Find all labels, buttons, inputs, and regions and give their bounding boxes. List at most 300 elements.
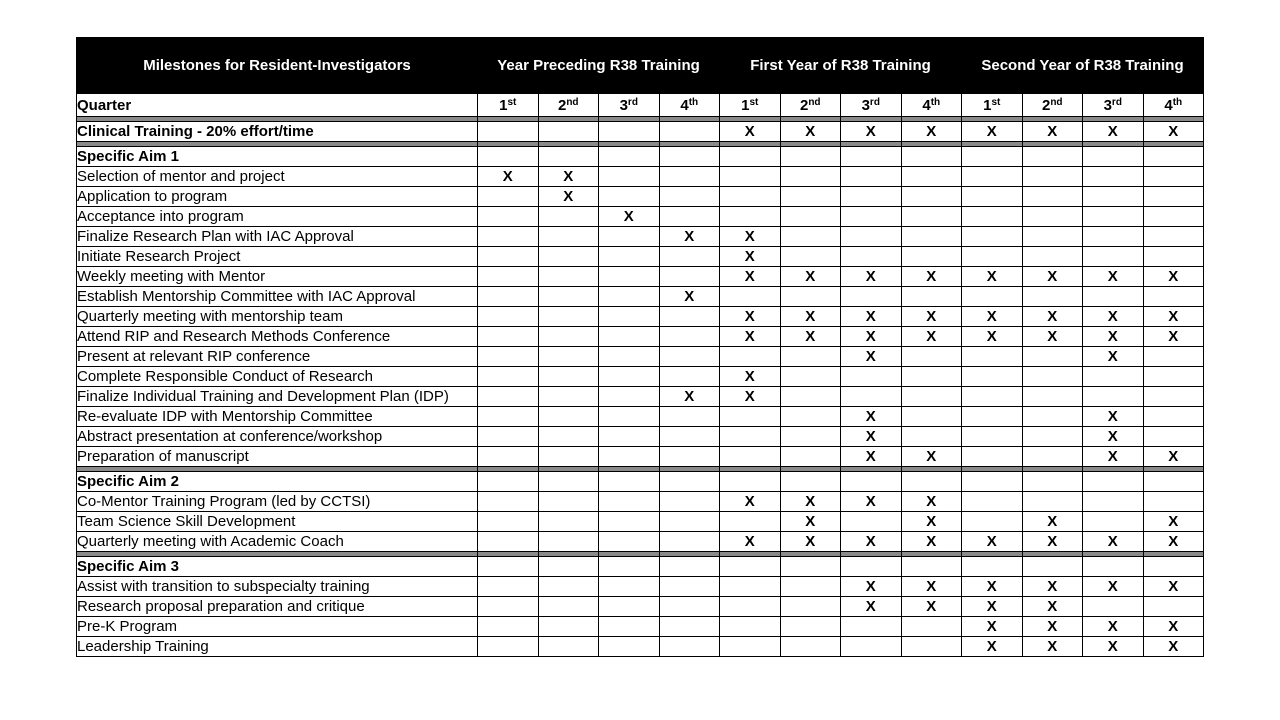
quarter-cell	[841, 307, 902, 327]
milestone-mark: X	[744, 388, 755, 405]
milestone-row	[77, 327, 1204, 347]
milestone-mark: X	[1107, 328, 1118, 345]
quarter-cell	[599, 387, 660, 407]
quarter-cell	[1022, 597, 1083, 617]
milestone-mark: X	[744, 228, 755, 245]
quarter-cell	[780, 557, 841, 577]
quarter-cell	[780, 187, 841, 207]
milestone-mark: X	[865, 408, 876, 425]
milestone-mark: X	[865, 598, 876, 615]
quarter-cell	[841, 577, 902, 597]
quarter-cell	[599, 327, 660, 347]
quarter-cell	[901, 167, 962, 187]
quarter-cell	[901, 407, 962, 427]
milestone-label: Finalize Individual Training and Development Plan (IDP)	[77, 387, 478, 407]
milestone-mark: X	[1047, 618, 1058, 635]
quarter-cell	[780, 307, 841, 327]
quarter-cell	[780, 427, 841, 447]
milestone-label: Assist with transition to subspecialty training	[77, 577, 478, 597]
quarter-cell	[1083, 207, 1144, 227]
milestone-mark: X	[502, 168, 513, 185]
quarter-cell	[720, 617, 781, 637]
quarter-header-cell	[1022, 94, 1083, 117]
milestone-mark: X	[684, 288, 695, 305]
milestone-row	[77, 532, 1204, 552]
milestone-mark: X	[926, 533, 937, 550]
quarter-cell	[1143, 367, 1204, 387]
quarter-number: 3	[619, 96, 628, 114]
quarter-number: 3	[1103, 96, 1112, 114]
milestone-mark: X	[1107, 308, 1118, 325]
milestone-label: Research proposal preparation and critique	[77, 597, 478, 617]
quarter-cell	[1022, 327, 1083, 347]
quarter-cell	[1083, 387, 1144, 407]
milestone-mark: X	[1047, 513, 1058, 530]
quarter-cell	[780, 147, 841, 167]
quarter-header-cell	[901, 94, 962, 117]
quarter-cell	[538, 147, 599, 167]
milestone-mark: X	[865, 268, 876, 285]
milestone-label: Initiate Research Project	[77, 247, 478, 267]
quarter-cell	[962, 267, 1023, 287]
quarter-cell	[538, 532, 599, 552]
quarter-cell	[780, 637, 841, 657]
quarter-cell	[1083, 577, 1144, 597]
section-title: Clinical Training - 20% effort/time	[77, 122, 478, 142]
milestone-mark: X	[1107, 578, 1118, 595]
quarter-cell	[478, 472, 539, 492]
milestone-mark: X	[1047, 578, 1058, 595]
section-title: Specific Aim 1	[77, 147, 478, 167]
milestone-mark: X	[865, 493, 876, 510]
quarter-cell	[538, 447, 599, 467]
quarter-cell	[1083, 187, 1144, 207]
milestone-mark: X	[986, 123, 997, 140]
second-year-header: Second Year of R38 Training	[962, 38, 1204, 94]
quarter-cell	[478, 557, 539, 577]
quarter-cell	[599, 147, 660, 167]
quarter-cell	[962, 167, 1023, 187]
quarter-cell	[780, 512, 841, 532]
quarter-cell	[1143, 227, 1204, 247]
milestone-mark: X	[1107, 408, 1118, 425]
quarter-cell	[599, 287, 660, 307]
quarter-cell	[901, 472, 962, 492]
milestone-label: Complete Responsible Conduct of Research	[77, 367, 478, 387]
quarter-cell	[1083, 492, 1144, 512]
quarter-cell	[720, 187, 781, 207]
quarter-suffix: th	[688, 96, 699, 108]
milestone-mark: X	[865, 308, 876, 325]
quarter-cell	[1083, 227, 1144, 247]
quarter-cell	[720, 287, 781, 307]
quarter-cell	[720, 307, 781, 327]
quarter-cell	[962, 387, 1023, 407]
quarter-number: 1	[499, 96, 508, 114]
quarter-cell	[478, 287, 539, 307]
quarter-cell	[538, 387, 599, 407]
quarter-cell	[1022, 267, 1083, 287]
quarter-cell	[841, 367, 902, 387]
milestone-mark: X	[1107, 268, 1118, 285]
quarter-cell	[841, 492, 902, 512]
quarter-cell	[1022, 492, 1083, 512]
section-title-row	[77, 122, 1204, 142]
quarter-cell	[599, 307, 660, 327]
quarter-cell	[720, 557, 781, 577]
quarter-cell	[1083, 472, 1144, 492]
quarter-cell	[1143, 532, 1204, 552]
quarter-number: 2	[557, 96, 567, 114]
quarter-cell	[1022, 167, 1083, 187]
quarter-cell	[780, 247, 841, 267]
milestone-mark: X	[1107, 618, 1118, 635]
quarter-cell	[538, 427, 599, 447]
milestone-mark: X	[805, 268, 816, 285]
milestone-mark: X	[986, 328, 997, 345]
quarter-cell	[1143, 472, 1204, 492]
quarter-row	[77, 94, 1204, 117]
quarter-cell	[962, 347, 1023, 367]
quarter-cell	[659, 247, 720, 267]
quarter-cell	[538, 472, 599, 492]
milestone-mark: X	[926, 513, 937, 530]
quarter-cell	[1083, 532, 1144, 552]
quarter-cell	[901, 367, 962, 387]
quarter-cell	[538, 167, 599, 187]
quarter-cell	[962, 637, 1023, 657]
quarter-cell	[1083, 327, 1144, 347]
quarter-cell	[538, 347, 599, 367]
quarter-cell	[1143, 247, 1204, 267]
quarter-number: 4	[680, 96, 689, 114]
quarter-cell	[478, 637, 539, 657]
quarter-cell	[478, 512, 539, 532]
quarter-cell	[780, 207, 841, 227]
milestone-mark: X	[926, 268, 937, 285]
quarter-cell	[1022, 617, 1083, 637]
milestone-mark: X	[684, 388, 695, 405]
quarter-cell	[841, 472, 902, 492]
quarter-cell	[659, 637, 720, 657]
milestone-mark: X	[865, 533, 876, 550]
quarter-cell	[478, 387, 539, 407]
milestone-mark: X	[865, 578, 876, 595]
quarter-cell	[599, 577, 660, 597]
milestone-mark: X	[1107, 533, 1118, 550]
milestone-row	[77, 207, 1204, 227]
milestone-mark: X	[563, 188, 574, 205]
quarter-cell	[780, 387, 841, 407]
quarter-cell	[1022, 367, 1083, 387]
milestone-mark: X	[986, 268, 997, 285]
quarter-cell	[841, 267, 902, 287]
quarter-cell	[780, 577, 841, 597]
milestone-mark: X	[1047, 328, 1058, 345]
quarter-cell	[659, 407, 720, 427]
quarter-cell	[538, 407, 599, 427]
milestone-mark: X	[805, 533, 816, 550]
year-preceding-header: Year Preceding R38 Training	[478, 38, 720, 94]
milestone-timeline-table	[76, 37, 1204, 657]
quarter-cell	[720, 492, 781, 512]
quarter-header-cell	[720, 94, 781, 117]
quarter-cell	[962, 307, 1023, 327]
milestone-mark: X	[1168, 578, 1179, 595]
quarter-cell	[901, 637, 962, 657]
quarter-cell	[538, 597, 599, 617]
milestone-mark: X	[805, 513, 816, 530]
quarter-cell	[962, 617, 1023, 637]
quarter-cell	[659, 492, 720, 512]
quarter-cell	[841, 532, 902, 552]
quarter-cell	[901, 307, 962, 327]
quarter-cell	[720, 267, 781, 287]
milestone-label: Establish Mentorship Committee with IAC Approval	[77, 287, 478, 307]
quarter-cell	[478, 147, 539, 167]
quarter-cell	[901, 287, 962, 307]
quarter-cell	[901, 267, 962, 287]
milestone-label: Acceptance into program	[77, 207, 478, 227]
quarter-cell	[1143, 122, 1204, 142]
milestone-row	[77, 407, 1204, 427]
quarter-cell	[720, 637, 781, 657]
section-title-row	[77, 557, 1204, 577]
quarter-cell	[841, 287, 902, 307]
milestone-mark: X	[1168, 513, 1179, 530]
quarter-cell	[780, 167, 841, 187]
quarter-cell	[1143, 407, 1204, 427]
quarter-number: 1	[741, 96, 750, 114]
quarter-cell	[1143, 267, 1204, 287]
quarter-cell	[962, 407, 1023, 427]
quarter-cell	[901, 387, 962, 407]
milestone-mark: X	[1047, 268, 1058, 285]
quarter-cell	[478, 577, 539, 597]
quarter-cell	[538, 492, 599, 512]
quarter-cell	[599, 247, 660, 267]
quarter-cell	[1143, 427, 1204, 447]
quarter-cell	[962, 147, 1023, 167]
quarter-cell	[841, 637, 902, 657]
milestone-row	[77, 347, 1204, 367]
milestone-mark: X	[986, 533, 997, 550]
quarter-cell	[720, 427, 781, 447]
quarter-cell	[841, 512, 902, 532]
quarter-cell	[780, 267, 841, 287]
quarter-cell	[962, 597, 1023, 617]
quarter-cell	[1022, 122, 1083, 142]
quarter-cell	[659, 287, 720, 307]
quarter-number: 3	[861, 96, 870, 114]
section-title: Specific Aim 2	[77, 472, 478, 492]
quarter-cell	[962, 472, 1023, 492]
quarter-cell	[1083, 557, 1144, 577]
milestone-mark: X	[805, 123, 816, 140]
quarter-cell	[1143, 617, 1204, 637]
quarter-cell	[780, 492, 841, 512]
quarter-cell	[841, 247, 902, 267]
quarter-cell	[659, 207, 720, 227]
quarter-cell	[1022, 307, 1083, 327]
milestone-row	[77, 637, 1204, 657]
quarter-cell	[841, 207, 902, 227]
quarter-cell	[478, 187, 539, 207]
quarter-cell	[1022, 427, 1083, 447]
quarter-cell	[599, 347, 660, 367]
quarter-cell	[780, 447, 841, 467]
milestone-mark: X	[865, 328, 876, 345]
quarter-header-cell	[1083, 94, 1144, 117]
quarter-cell	[780, 227, 841, 247]
quarter-cell	[599, 122, 660, 142]
quarter-cell	[1083, 247, 1144, 267]
milestone-label: Quarterly meeting with mentorship team	[77, 307, 478, 327]
quarter-cell	[901, 327, 962, 347]
quarter-cell	[901, 492, 962, 512]
milestone-mark: X	[986, 578, 997, 595]
quarter-cell	[1083, 597, 1144, 617]
quarter-cell	[962, 327, 1023, 347]
quarter-cell	[720, 512, 781, 532]
quarter-cell	[538, 327, 599, 347]
quarter-cell	[538, 122, 599, 142]
quarter-cell	[659, 472, 720, 492]
quarter-cell	[901, 597, 962, 617]
quarter-cell	[538, 267, 599, 287]
quarter-cell	[599, 167, 660, 187]
quarter-cell	[1143, 637, 1204, 657]
quarter-cell	[1022, 247, 1083, 267]
milestone-label: Weekly meeting with Mentor	[77, 267, 478, 287]
quarter-cell	[720, 227, 781, 247]
quarter-cell	[538, 557, 599, 577]
quarter-cell	[841, 327, 902, 347]
quarter-cell	[962, 557, 1023, 577]
milestone-mark: X	[1168, 533, 1179, 550]
quarter-cell	[720, 122, 781, 142]
quarter-suffix: nd	[1050, 96, 1063, 108]
quarter-cell	[720, 447, 781, 467]
milestone-mark: X	[744, 493, 755, 510]
quarter-cell	[599, 512, 660, 532]
milestone-mark: X	[1107, 428, 1118, 445]
quarter-header-cell	[841, 94, 902, 117]
quarter-cell	[599, 407, 660, 427]
quarter-number: 2	[799, 96, 809, 114]
milestone-mark: X	[986, 638, 997, 655]
quarter-header-cell	[1143, 94, 1204, 117]
quarter-cell	[478, 327, 539, 347]
quarter-cell	[1083, 122, 1144, 142]
quarter-cell	[659, 597, 720, 617]
quarter-cell	[478, 447, 539, 467]
quarter-cell	[1022, 407, 1083, 427]
milestone-mark: X	[744, 328, 755, 345]
quarter-cell	[1083, 447, 1144, 467]
quarter-cell	[538, 307, 599, 327]
quarter-cell	[901, 227, 962, 247]
milestone-mark: X	[805, 308, 816, 325]
quarter-cell	[841, 167, 902, 187]
quarter-cell	[538, 577, 599, 597]
milestone-row	[77, 577, 1204, 597]
quarter-cell	[1143, 597, 1204, 617]
quarter-cell	[1143, 167, 1204, 187]
milestone-label: Finalize Research Plan with IAC Approval	[77, 227, 478, 247]
quarter-cell	[659, 307, 720, 327]
milestone-mark: X	[744, 368, 755, 385]
quarter-cell	[720, 347, 781, 367]
quarter-cell	[1022, 227, 1083, 247]
quarter-cell	[478, 427, 539, 447]
quarter-cell	[780, 122, 841, 142]
milestone-row	[77, 492, 1204, 512]
quarter-suffix: rd	[627, 96, 638, 108]
quarter-cell	[478, 122, 539, 142]
quarter-suffix: st	[507, 96, 517, 108]
quarter-cell	[780, 597, 841, 617]
quarter-cell	[599, 557, 660, 577]
quarter-cell	[901, 557, 962, 577]
quarter-cell	[1022, 147, 1083, 167]
quarter-cell	[720, 577, 781, 597]
quarter-cell	[962, 447, 1023, 467]
milestone-mark: X	[986, 598, 997, 615]
quarter-cell	[1143, 307, 1204, 327]
quarter-cell	[962, 512, 1023, 532]
milestone-label: Leadership Training	[77, 637, 478, 657]
quarter-number: 4	[1164, 96, 1173, 114]
milestone-mark: X	[865, 348, 876, 365]
quarter-cell	[841, 227, 902, 247]
milestones-column-header: Milestones for Resident-Investigators	[77, 38, 478, 94]
quarter-cell	[599, 492, 660, 512]
quarter-number: 4	[922, 96, 931, 114]
milestone-mark: X	[986, 618, 997, 635]
quarter-cell	[599, 472, 660, 492]
quarter-cell	[659, 267, 720, 287]
milestone-mark: X	[744, 123, 755, 140]
quarter-cell	[478, 347, 539, 367]
milestone-mark: X	[1107, 448, 1118, 465]
quarter-cell	[538, 247, 599, 267]
milestone-mark: X	[1168, 618, 1179, 635]
quarter-cell	[599, 267, 660, 287]
quarter-cell	[599, 227, 660, 247]
quarter-cell	[599, 447, 660, 467]
quarter-cell	[599, 637, 660, 657]
quarter-cell	[1143, 387, 1204, 407]
milestone-mark: X	[926, 493, 937, 510]
section-title: Specific Aim 3	[77, 557, 478, 577]
milestone-row	[77, 367, 1204, 387]
quarter-suffix: th	[930, 96, 941, 108]
quarter-cell	[1022, 387, 1083, 407]
milestone-mark: X	[926, 308, 937, 325]
quarter-cell	[901, 512, 962, 532]
quarter-suffix: rd	[1111, 96, 1122, 108]
quarter-cell	[659, 167, 720, 187]
quarter-cell	[478, 207, 539, 227]
quarter-cell	[841, 447, 902, 467]
quarter-cell	[1143, 577, 1204, 597]
quarter-cell	[478, 267, 539, 287]
quarter-cell	[780, 327, 841, 347]
milestone-row	[77, 247, 1204, 267]
milestone-label: Team Science Skill Development	[77, 512, 478, 532]
quarter-cell	[962, 427, 1023, 447]
